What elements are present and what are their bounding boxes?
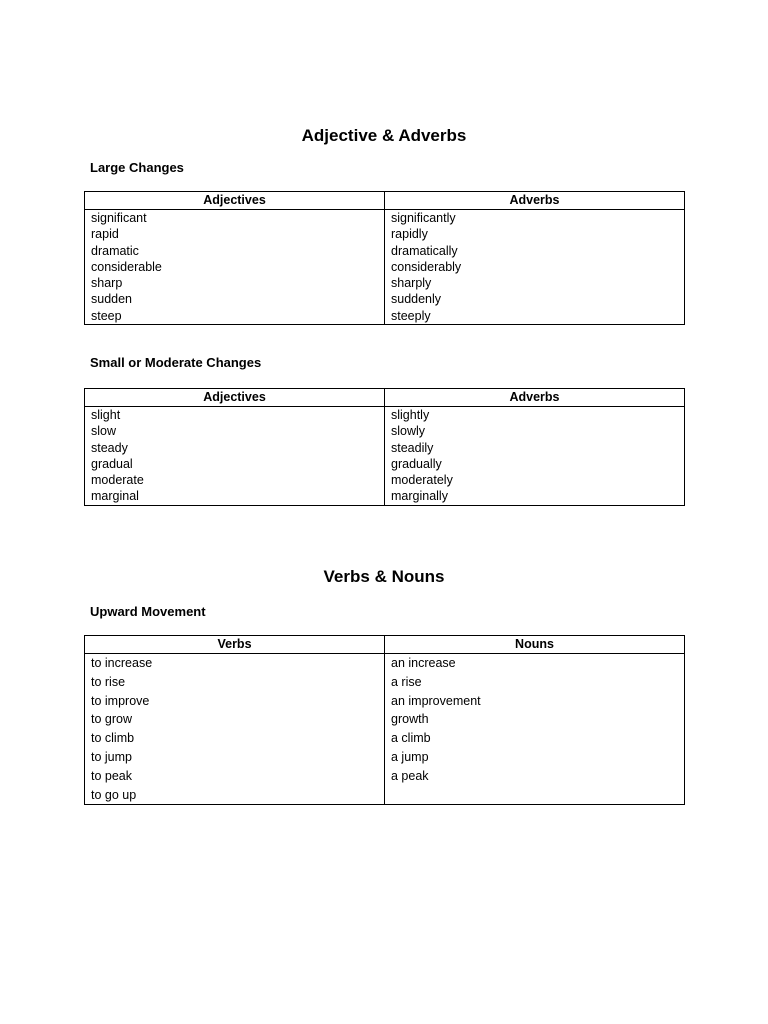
column-header-adjectives: Adjectives	[85, 389, 385, 407]
list-item: a climb	[391, 731, 431, 746]
column-header-nouns: Nouns	[385, 636, 685, 654]
list-item: considerable	[91, 259, 162, 274]
list-item: dramatically	[391, 243, 458, 258]
column-header-adjectives: Adjectives	[85, 192, 385, 210]
list-item: slight	[91, 408, 121, 422]
list-item: to improve	[91, 693, 150, 708]
list-item: slow	[91, 424, 117, 439]
section-title-verbs-nouns: Verbs & Nouns	[323, 567, 445, 586]
list-item: rapid	[91, 227, 119, 242]
list-item: steeply	[391, 308, 431, 323]
table-row	[85, 407, 685, 506]
subheading-upward-movement: Upward Movement	[90, 604, 206, 619]
subheading-small-moderate-changes: Small or Moderate Changes	[90, 355, 262, 370]
list-item: to increase	[91, 656, 153, 670]
section-title-adjectives-adverbs: Adjective & Adverbs	[301, 126, 467, 145]
list-item: marginally	[391, 489, 448, 504]
adjectives-column	[85, 210, 385, 325]
list-item: sharply	[391, 276, 432, 291]
list-item: sudden	[91, 292, 133, 307]
list-item: rapidly	[391, 227, 428, 242]
list-item: to grow	[91, 712, 132, 727]
small-changes-table	[84, 388, 685, 506]
list-item: growth	[391, 712, 429, 727]
column-header-adverbs: Adverbs	[385, 192, 685, 210]
list-item: to go up	[91, 787, 137, 802]
list-item: gradually	[391, 456, 442, 471]
list-item: dramatic	[91, 243, 139, 258]
list-item: to climb	[91, 731, 135, 746]
table-row	[85, 654, 685, 805]
list-item: steep	[91, 308, 122, 323]
list-item: steadily	[391, 440, 434, 455]
nouns-column	[385, 654, 685, 805]
list-item: to peak	[91, 768, 133, 783]
large-changes-table	[84, 191, 685, 325]
adverbs-column	[385, 210, 685, 325]
list-item: gradual	[91, 456, 133, 471]
list-item: sharp	[91, 276, 123, 291]
list-item: slightly	[391, 408, 430, 422]
list-item: considerably	[391, 259, 462, 274]
list-item: slowly	[391, 424, 426, 439]
list-item: suddenly	[391, 292, 442, 307]
list-item: an increase	[391, 656, 456, 670]
adverbs-column	[385, 407, 685, 506]
list-item: moderate	[91, 473, 144, 488]
table-header-row	[85, 636, 685, 654]
upward-movement-table	[84, 635, 685, 805]
list-item: to jump	[91, 749, 132, 764]
table-row	[85, 210, 685, 325]
list-item: marginal	[91, 489, 139, 504]
list-item: an improvement	[391, 693, 481, 708]
table-header-row	[85, 389, 685, 407]
adjectives-column	[85, 407, 385, 506]
list-item: a rise	[391, 674, 422, 689]
list-item: a peak	[391, 768, 429, 783]
verbs-column	[85, 654, 385, 805]
list-item: a jump	[391, 749, 429, 764]
list-item: moderately	[391, 473, 453, 488]
table-header-row	[85, 192, 685, 210]
column-header-adverbs: Adverbs	[385, 389, 685, 407]
list-item: significant	[91, 211, 147, 225]
list-item: significantly	[391, 211, 456, 225]
list-item: to rise	[91, 674, 126, 689]
column-header-verbs: Verbs	[85, 636, 385, 654]
subheading-large-changes: Large Changes	[90, 160, 184, 175]
list-item: steady	[91, 440, 128, 455]
